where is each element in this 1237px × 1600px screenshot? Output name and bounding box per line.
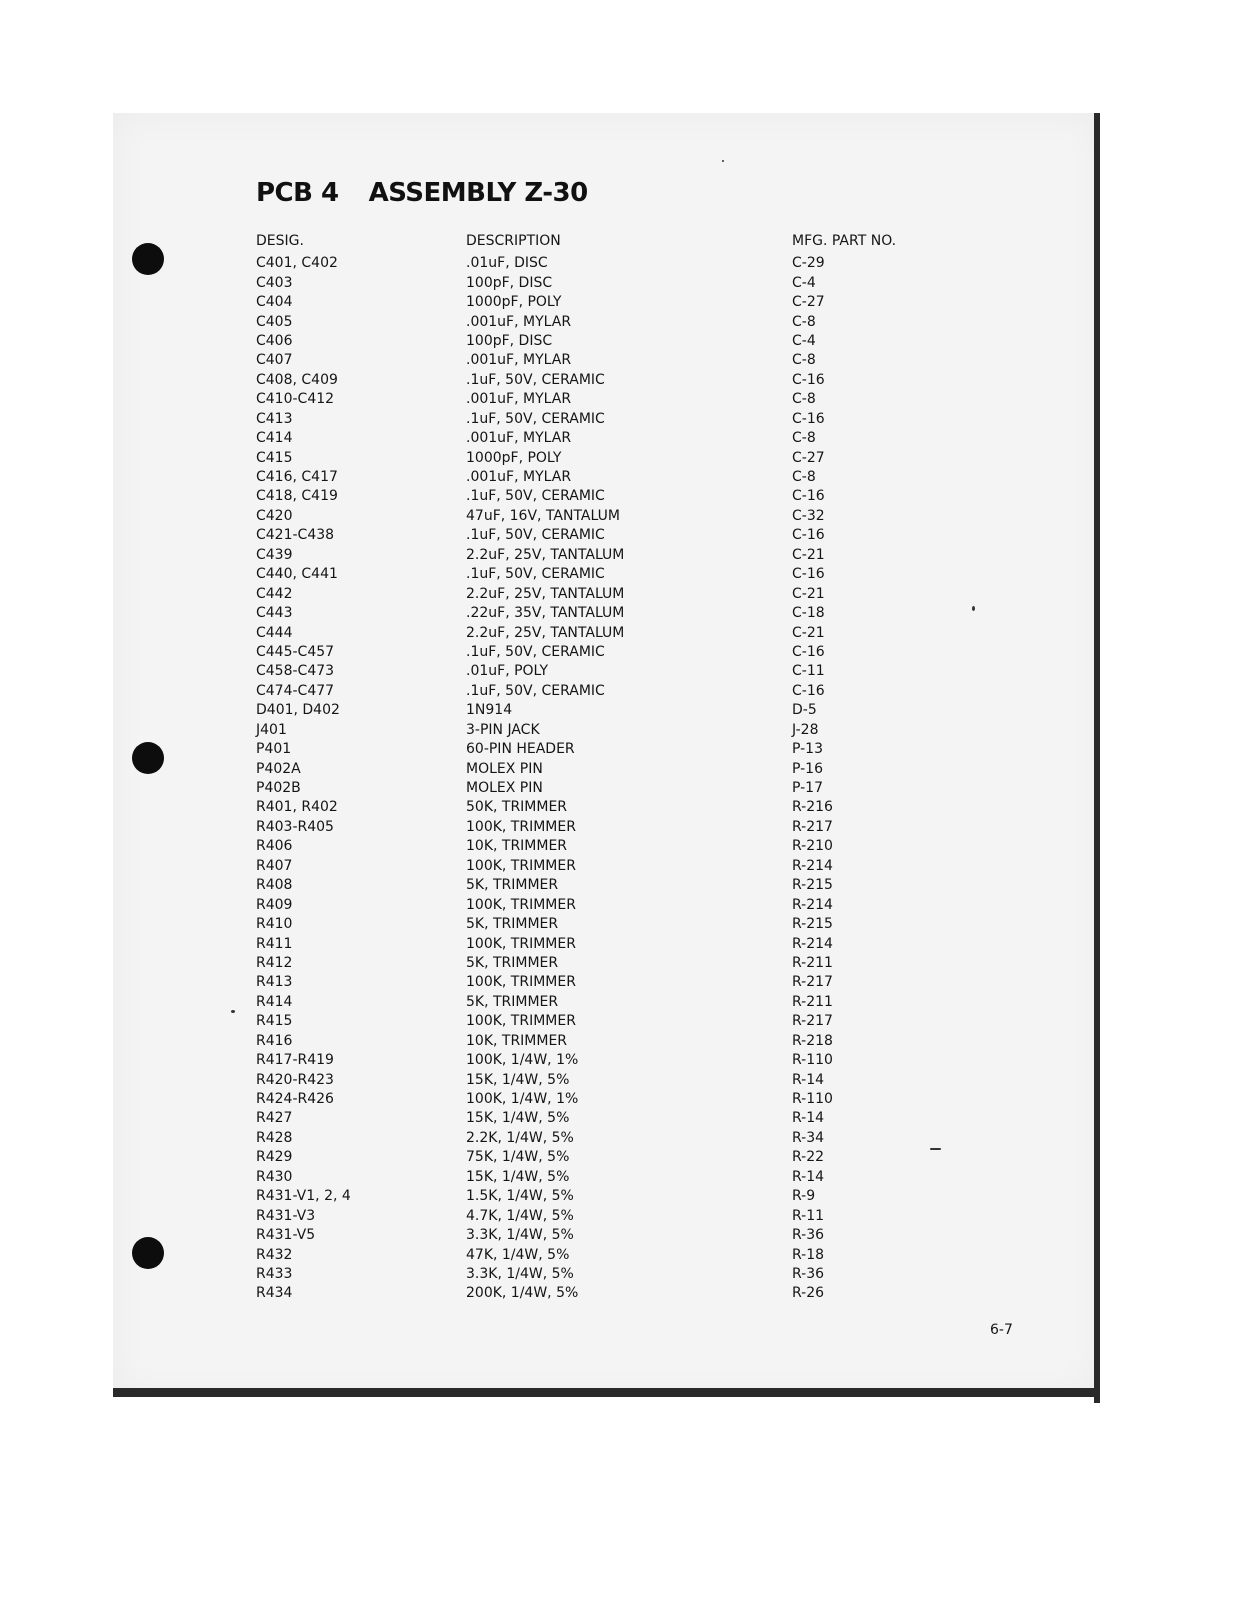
table-row	[256, 526, 936, 545]
cell-description: 15K, 1/4W, 5%	[466, 1110, 570, 1127]
cell-desig: R428	[256, 1129, 293, 1146]
table-row	[256, 895, 936, 914]
cell-mfg-part-no: C-16	[792, 566, 825, 583]
cell-mfg-part-no: R-211	[792, 993, 833, 1010]
table-row	[256, 390, 936, 409]
table-row	[256, 468, 936, 487]
parts-list-body	[256, 254, 936, 1304]
cell-desig: C413	[256, 410, 293, 427]
cell-description: 15K, 1/4W, 5%	[466, 1168, 570, 1185]
parts-list-table	[256, 228, 936, 1304]
cell-description: 5K, TRIMMER	[466, 993, 559, 1010]
title-pcb-number: PCB 4	[256, 178, 339, 208]
cell-mfg-part-no: C-11	[792, 663, 825, 680]
table-row	[256, 954, 936, 973]
cell-description: .001uF, MYLAR	[466, 352, 572, 369]
cell-desig: D401, D402	[256, 702, 340, 719]
cell-description: 100K, TRIMMER	[466, 818, 576, 835]
cell-mfg-part-no: C-4	[792, 274, 816, 291]
cell-description: 1000pF, POLY	[466, 449, 562, 466]
cell-description: 5K, TRIMMER	[466, 877, 559, 894]
cell-mfg-part-no: R-217	[792, 974, 833, 991]
cell-mfg-part-no: R-14	[792, 1110, 825, 1127]
cell-mfg-part-no: P-16	[792, 760, 824, 777]
table-row	[256, 429, 936, 448]
cell-mfg-part-no: R-36	[792, 1265, 825, 1282]
table-row	[256, 546, 936, 565]
cell-desig: R410	[256, 916, 293, 933]
page-edge-shadow-right	[1094, 113, 1100, 1403]
cell-mfg-part-no: C-8	[792, 313, 816, 330]
cell-description: 10K, TRIMMER	[466, 838, 568, 855]
cell-description: 3-PIN JACK	[466, 721, 540, 738]
cell-desig: R415	[256, 1013, 293, 1030]
table-row	[256, 857, 936, 876]
cell-description: 47uF, 16V, TANTALUM	[466, 507, 620, 524]
cell-mfg-part-no: C-21	[792, 546, 825, 563]
cell-mfg-part-no: R-9	[792, 1188, 816, 1205]
cell-desig: R417-R419	[256, 1052, 334, 1069]
cell-desig: P402A	[256, 760, 301, 777]
cell-description: 2.2uF, 25V, TANTALUM	[466, 546, 625, 563]
cell-desig: R432	[256, 1246, 293, 1263]
cell-description: 100K, TRIMMER	[466, 935, 576, 952]
cell-desig: R409	[256, 896, 293, 913]
cell-desig: R416	[256, 1032, 293, 1049]
scan-speck	[722, 160, 724, 162]
cell-mfg-part-no: R-18	[792, 1246, 825, 1263]
cell-mfg-part-no: C-16	[792, 527, 825, 544]
cell-desig: R433	[256, 1265, 293, 1282]
table-row	[256, 818, 936, 837]
cell-mfg-part-no: R-216	[792, 799, 833, 816]
cell-mfg-part-no: C-16	[792, 682, 825, 699]
table-header-row	[256, 228, 936, 254]
cell-description: 100pF, DISC	[466, 274, 553, 291]
table-row	[256, 779, 936, 798]
cell-description: .1uF, 50V, CERAMIC	[466, 566, 605, 583]
cell-description: 10K, TRIMMER	[466, 1032, 568, 1049]
cell-description: .1uF, 50V, CERAMIC	[466, 682, 605, 699]
cell-mfg-part-no: C-8	[792, 352, 816, 369]
table-row	[256, 934, 936, 953]
header-desig: DESIG.	[256, 233, 304, 249]
table-row	[256, 312, 936, 331]
cell-description: 60-PIN HEADER	[466, 741, 575, 758]
table-row	[256, 1168, 936, 1187]
cell-description: 100K, TRIMMER	[466, 1013, 576, 1030]
table-row	[256, 507, 936, 526]
table-row	[256, 1265, 936, 1284]
cell-description: 200K, 1/4W, 5%	[466, 1285, 579, 1302]
cell-description: .001uF, MYLAR	[466, 391, 572, 408]
cell-mfg-part-no: C-4	[792, 332, 816, 349]
cell-mfg-part-no: R-110	[792, 1091, 833, 1108]
cell-description: 50K, TRIMMER	[466, 799, 568, 816]
table-row	[256, 643, 936, 662]
cell-desig: C404	[256, 294, 293, 311]
cell-desig: R431-V3	[256, 1207, 316, 1224]
cell-description: 2.2K, 1/4W, 5%	[466, 1129, 574, 1146]
table-row	[256, 1245, 936, 1264]
table-row	[256, 487, 936, 506]
cell-desig: R420-R423	[256, 1071, 334, 1088]
binder-hole-top	[132, 243, 164, 275]
table-row	[256, 293, 936, 312]
cell-description: 75K, 1/4W, 5%	[466, 1149, 570, 1166]
table-row	[256, 584, 936, 603]
cell-desig: C474-C477	[256, 682, 335, 699]
table-row	[256, 993, 936, 1012]
table-row	[256, 1090, 936, 1109]
binder-hole-middle	[132, 742, 164, 774]
cell-desig: C401, C402	[256, 255, 338, 272]
cell-description: 2.2uF, 25V, TANTALUM	[466, 585, 625, 602]
table-row	[256, 682, 936, 701]
cell-desig: C444	[256, 624, 293, 641]
table-row	[256, 1148, 936, 1167]
cell-mfg-part-no: R-214	[792, 896, 833, 913]
table-row	[256, 604, 936, 623]
table-row	[256, 1109, 936, 1128]
cell-description: .1uF, 50V, CERAMIC	[466, 527, 605, 544]
cell-description: MOLEX PIN	[466, 780, 543, 797]
cell-description: .22uF, 35V, TANTALUM	[466, 605, 625, 622]
table-row	[256, 351, 936, 370]
cell-description: 3.3K, 1/4W, 5%	[466, 1227, 574, 1244]
binder-hole-bottom	[132, 1237, 164, 1269]
cell-description: 1N914	[466, 702, 513, 719]
cell-mfg-part-no: R-36	[792, 1227, 825, 1244]
cell-desig: C416, C417	[256, 469, 338, 486]
cell-desig: C410-C412	[256, 391, 335, 408]
cell-desig: C442	[256, 585, 293, 602]
table-row	[256, 701, 936, 720]
table-row	[256, 1226, 936, 1245]
cell-mfg-part-no: R-217	[792, 1013, 833, 1030]
cell-description: .01uF, DISC	[466, 255, 548, 272]
cell-mfg-part-no: R-211	[792, 954, 833, 971]
cell-description: 3.3K, 1/4W, 5%	[466, 1265, 574, 1282]
cell-desig: C421-C438	[256, 527, 335, 544]
cell-mfg-part-no: C-21	[792, 624, 825, 641]
cell-mfg-part-no: C-32	[792, 507, 825, 524]
scan-speck	[972, 606, 975, 611]
table-row	[256, 837, 936, 856]
cell-mfg-part-no: C-29	[792, 255, 825, 272]
cell-desig: R431-V5	[256, 1227, 316, 1244]
cell-desig: R403-R405	[256, 818, 334, 835]
cell-desig: C420	[256, 507, 293, 524]
table-row	[256, 1129, 936, 1148]
cell-desig: C418, C419	[256, 488, 338, 505]
table-row	[256, 623, 936, 642]
cell-desig: C403	[256, 274, 293, 291]
cell-description: .01uF, POLY	[466, 663, 549, 680]
cell-mfg-part-no: R-22	[792, 1149, 825, 1166]
cell-mfg-part-no: R-34	[792, 1129, 825, 1146]
cell-desig: C406	[256, 332, 293, 349]
cell-mfg-part-no: C-27	[792, 294, 825, 311]
cell-mfg-part-no: R-210	[792, 838, 833, 855]
table-row	[256, 740, 936, 759]
table-row	[256, 1032, 936, 1051]
table-row	[256, 565, 936, 584]
cell-description: .001uF, MYLAR	[466, 313, 572, 330]
table-row	[256, 1012, 936, 1031]
cell-desig: R406	[256, 838, 293, 855]
cell-mfg-part-no: R-14	[792, 1168, 825, 1185]
cell-mfg-part-no: P-13	[792, 741, 824, 758]
cell-mfg-part-no: C-27	[792, 449, 825, 466]
cell-desig: C408, C409	[256, 371, 338, 388]
cell-mfg-part-no: C-18	[792, 605, 825, 622]
cell-description: 15K, 1/4W, 5%	[466, 1071, 570, 1088]
table-row	[256, 371, 936, 390]
cell-description: 47K, 1/4W, 5%	[466, 1246, 570, 1263]
cell-description: .1uF, 50V, CERAMIC	[466, 410, 605, 427]
cell-desig: C439	[256, 546, 293, 563]
table-row	[256, 1070, 936, 1089]
cell-description: .1uF, 50V, CERAMIC	[466, 643, 605, 660]
table-row	[256, 973, 936, 992]
table-row	[256, 915, 936, 934]
cell-description: 5K, TRIMMER	[466, 954, 559, 971]
cell-mfg-part-no: C-21	[792, 585, 825, 602]
cell-description: 2.2uF, 25V, TANTALUM	[466, 624, 625, 641]
table-row	[256, 410, 936, 429]
cell-mfg-part-no: C-16	[792, 488, 825, 505]
cell-mfg-part-no: R-14	[792, 1071, 825, 1088]
cell-description: 100pF, DISC	[466, 332, 553, 349]
table-row	[256, 254, 936, 273]
table-row	[256, 798, 936, 817]
table-row	[256, 273, 936, 292]
page-title	[256, 178, 588, 208]
cell-description: 1.5K, 1/4W, 5%	[466, 1188, 574, 1205]
header-description: DESCRIPTION	[466, 233, 561, 249]
cell-description: 4.7K, 1/4W, 5%	[466, 1207, 574, 1224]
cell-mfg-part-no: R-110	[792, 1052, 833, 1069]
cell-desig: P402B	[256, 780, 301, 797]
page-edge-shadow-bottom	[113, 1388, 1100, 1397]
table-row	[256, 1206, 936, 1225]
table-row	[256, 759, 936, 778]
cell-desig: C414	[256, 430, 293, 447]
cell-description: .001uF, MYLAR	[466, 469, 572, 486]
table-row	[256, 721, 936, 740]
cell-description: 5K, TRIMMER	[466, 916, 559, 933]
cell-desig: C405	[256, 313, 293, 330]
cell-description: 100K, TRIMMER	[466, 896, 576, 913]
cell-desig: C415	[256, 449, 293, 466]
cell-description: 100K, 1/4W, 1%	[466, 1052, 579, 1069]
cell-mfg-part-no: C-8	[792, 469, 816, 486]
cell-mfg-part-no: R-215	[792, 877, 833, 894]
cell-mfg-part-no: R-215	[792, 916, 833, 933]
cell-description: .1uF, 50V, CERAMIC	[466, 371, 605, 388]
cell-desig: R427	[256, 1110, 293, 1127]
cell-desig: C445-C457	[256, 643, 335, 660]
cell-desig: R411	[256, 935, 293, 952]
table-row	[256, 448, 936, 467]
table-row	[256, 1051, 936, 1070]
cell-description: 1000pF, POLY	[466, 294, 562, 311]
cell-desig: R430	[256, 1168, 293, 1185]
cell-desig: R431-V1, 2, 4	[256, 1188, 351, 1205]
cell-desig: R401, R402	[256, 799, 338, 816]
cell-desig: C458-C473	[256, 663, 335, 680]
cell-mfg-part-no: C-16	[792, 643, 825, 660]
header-mfg-part-no: MFG. PART NO.	[792, 233, 897, 249]
cell-description: 100K, TRIMMER	[466, 857, 576, 874]
cell-desig: R413	[256, 974, 293, 991]
cell-mfg-part-no: C-8	[792, 430, 816, 447]
table-row	[256, 1284, 936, 1303]
page-number: 6-7	[990, 1322, 1013, 1338]
title-assembly: ASSEMBLY Z-30	[368, 178, 588, 208]
cell-mfg-part-no: C-16	[792, 410, 825, 427]
cell-desig: R414	[256, 993, 293, 1010]
cell-desig: J401	[256, 721, 287, 738]
cell-desig: R424-R426	[256, 1091, 334, 1108]
cell-description: .001uF, MYLAR	[466, 430, 572, 447]
cell-mfg-part-no: R-11	[792, 1207, 825, 1224]
cell-description: 100K, TRIMMER	[466, 974, 576, 991]
cell-mfg-part-no: R-218	[792, 1032, 833, 1049]
cell-mfg-part-no: P-17	[792, 780, 824, 797]
table-row	[256, 662, 936, 681]
cell-mfg-part-no: D-5	[792, 702, 817, 719]
cell-mfg-part-no: C-16	[792, 371, 825, 388]
cell-mfg-part-no: R-26	[792, 1285, 825, 1302]
cell-desig: R408	[256, 877, 293, 894]
table-row	[256, 332, 936, 351]
cell-desig: C407	[256, 352, 293, 369]
table-row	[256, 876, 936, 895]
cell-desig: R429	[256, 1149, 293, 1166]
cell-mfg-part-no: J-28	[792, 721, 819, 738]
table-row	[256, 1187, 936, 1206]
cell-description: .1uF, 50V, CERAMIC	[466, 488, 605, 505]
cell-desig: R412	[256, 954, 293, 971]
cell-mfg-part-no: C-8	[792, 391, 816, 408]
cell-desig: R407	[256, 857, 293, 874]
cell-mfg-part-no: R-214	[792, 935, 833, 952]
cell-desig: C443	[256, 605, 293, 622]
cell-description: MOLEX PIN	[466, 760, 543, 777]
cell-mfg-part-no: R-217	[792, 818, 833, 835]
scan-speck	[231, 1010, 235, 1013]
cell-desig: C440, C441	[256, 566, 338, 583]
cell-desig: R434	[256, 1285, 293, 1302]
cell-description: 100K, 1/4W, 1%	[466, 1091, 579, 1108]
cell-desig: P401	[256, 741, 292, 758]
cell-mfg-part-no: R-214	[792, 857, 833, 874]
